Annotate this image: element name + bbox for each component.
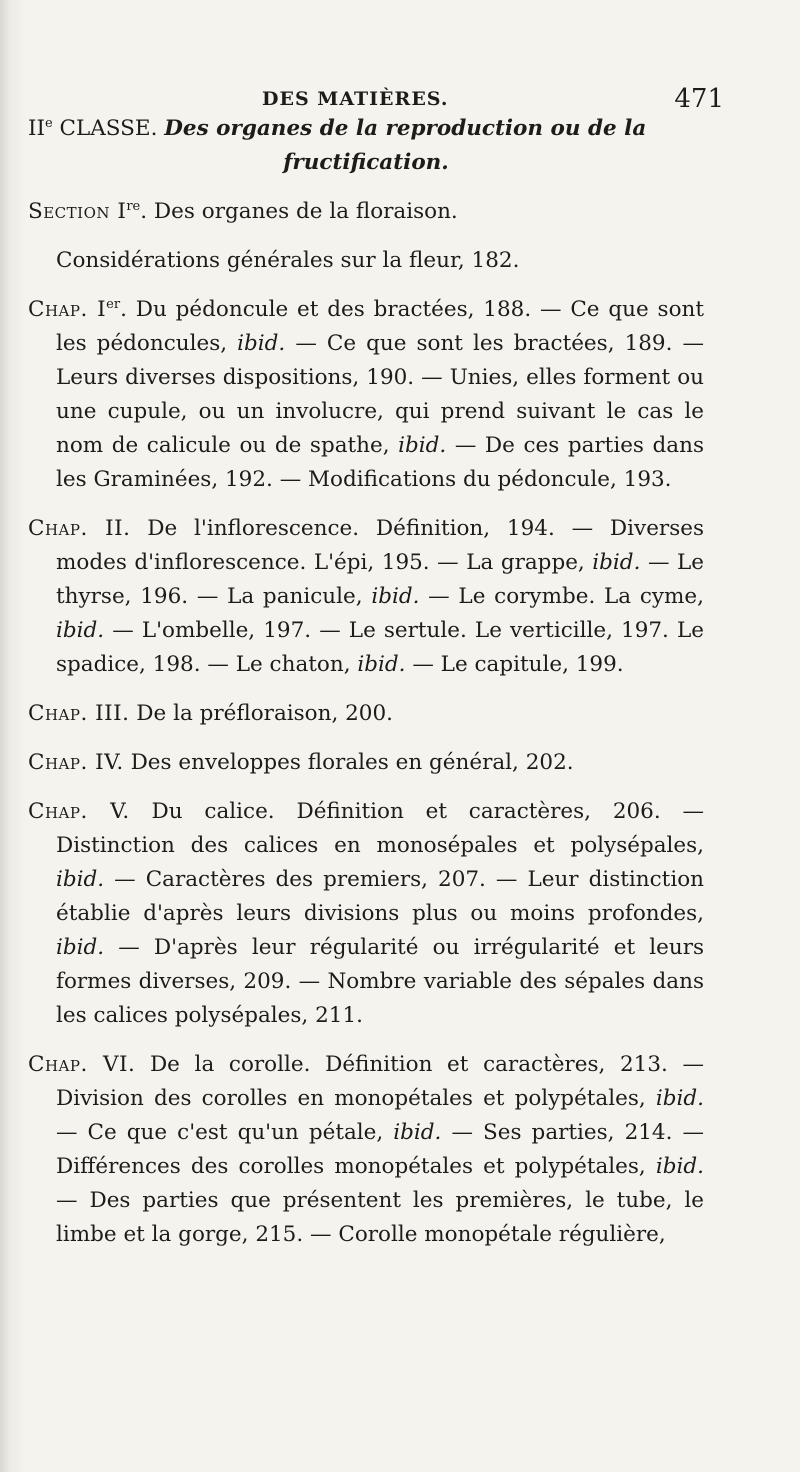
chapter-1-ibid-1: ibid.	[237, 331, 286, 356]
chapter-1-text-a: . Du pédoncule et des bractées, 188. — Ce que sont les pédoncules,	[56, 297, 705, 356]
section-heading	[28, 195, 704, 229]
classe-label: II	[28, 116, 45, 141]
chapter-2-entry	[28, 512, 704, 682]
chapter-5-label: Chap. V.	[28, 799, 130, 824]
chapter-1-label: Chap. I	[28, 297, 107, 322]
chapter-2-label: Chap. II.	[28, 516, 131, 541]
section-title: . Des organes de la floraison.	[140, 199, 458, 224]
chapter-2-text-e: — Le capitule, 199.	[405, 652, 624, 677]
chapter-6-text-a: De la corolle. Définition et caractères, 213. — Division des corolles en monopétales et polypétales,	[56, 1052, 704, 1111]
classe-title-continued	[28, 146, 704, 180]
chapter-5-text-c: — D'après leur régularité ou irrégularité et leurs formes diverses, 209. — Nombre variable des sépales dans les calices polysépales, 211.	[56, 935, 704, 1028]
chapter-4-text: Des enveloppes florales en général, 202.	[123, 750, 574, 775]
chapter-6-text-c: — Ses parties, 214. — Différences des corolles monopétales et polypétales,	[56, 1120, 704, 1179]
page-number: 471	[674, 84, 724, 114]
chapter-2-ibid-1: ibid.	[592, 550, 641, 575]
classe-label-sup: e	[45, 115, 53, 131]
chapter-6-ibid-3: ibid.	[655, 1154, 704, 1179]
chapter-2-ibid-4: ibid.	[357, 652, 406, 677]
chapter-6-ibid-2: ibid.	[393, 1120, 442, 1145]
index-text	[28, 112, 704, 1267]
chapter-5-ibid-2: ibid.	[56, 935, 105, 960]
chapter-6-label: Chap. VI.	[28, 1052, 136, 1077]
classe-name: CLASSE.	[59, 116, 158, 141]
chapter-5-entry	[28, 795, 704, 1033]
chapter-1-ibid-2: ibid.	[398, 433, 447, 458]
chapter-2-text-d: — L'ombelle, 197. — Le sertule. Le verticille, 197. Le spadice, 198. — Le chaton,	[56, 618, 704, 677]
chapter-1-entry	[28, 293, 704, 497]
chapter-4-entry	[28, 746, 704, 780]
classe-heading	[28, 112, 704, 146]
chapter-6-ibid-1: ibid.	[655, 1086, 704, 1111]
chapter-1-label-sup: er	[106, 296, 121, 312]
chapter-3-label: Chap. III.	[28, 701, 130, 726]
classe-title-cont: fructification.	[283, 150, 449, 175]
chapter-5-text-a: Du calice. Définition et caractères, 206. — Distinction des calices en monosépales et polysépales,	[56, 799, 704, 858]
page-gutter-shadow	[0, 0, 26, 1472]
chapter-6-text-b: — Ce que c'est qu'un pétale,	[56, 1120, 394, 1145]
chapter-5-text-b: — Caractères des premiers, 207. — Leur distinction établie d'après leurs divisions plus ou moins profondes,	[56, 867, 704, 926]
chapter-1-text-c: — De ces parties dans les Graminées, 192. — Modifications du pédoncule, 193.	[56, 433, 704, 492]
chapter-6-entry	[28, 1048, 704, 1252]
section-label: Section I	[28, 199, 127, 224]
running-title: DES MATIÈRES.	[262, 88, 449, 110]
chapter-2-text-c: — Le corymbe. La cyme,	[419, 584, 704, 609]
chapter-6-text-d: — Des parties que présentent les premières, le tube, le limbe et la gorge, 215. — Corolle monopétale régulière,	[56, 1188, 704, 1247]
chapter-2-ibid-3: ibid.	[56, 618, 105, 643]
chapter-2-text-a: De l'inflorescence. Définition, 194. — Diverses modes d'inflorescence. L'épi, 195. — La grappe,	[56, 516, 704, 575]
chapter-2-ibid-2: ibid.	[371, 584, 420, 609]
chapter-3-text: De la préfloraison, 200.	[129, 701, 393, 726]
chapter-5-ibid-1: ibid.	[56, 867, 105, 892]
chapter-2-text-b: — Le thyrse, 196. — La panicule,	[56, 550, 704, 609]
chapter-1-text-b: — Ce que sont les bractées, 189. — Leurs diverses dispositions, 190. — Unies, elles forment ou une cupule, ou un involucre, qui prend suivant le cas le nom de calicule ou de spathe,	[56, 331, 704, 458]
section-label-sup: re	[126, 198, 141, 214]
considerations-text: Considérations générales sur la fleur, 182.	[56, 248, 520, 273]
considerations-entry	[28, 244, 704, 278]
chapter-4-label: Chap. IV.	[28, 750, 124, 775]
chapter-3-entry	[28, 697, 704, 731]
classe-title: Des organes de la reproduction ou de la	[164, 116, 647, 141]
